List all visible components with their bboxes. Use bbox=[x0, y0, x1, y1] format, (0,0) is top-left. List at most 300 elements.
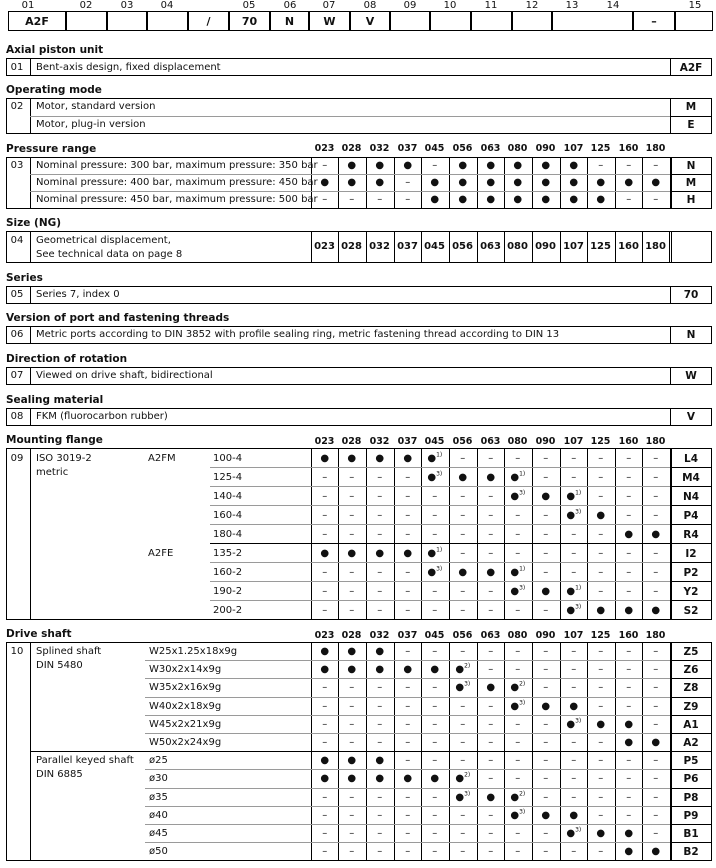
availability-cell: ● bbox=[430, 773, 440, 784]
availability-cell: – bbox=[405, 194, 411, 205]
availability-cell: – bbox=[598, 472, 604, 483]
shaft-col-063: 063 bbox=[480, 630, 501, 641]
available-dot-icon: ● bbox=[455, 792, 465, 803]
shaft-col-045: 045 bbox=[424, 630, 445, 641]
availability-cell: ● bbox=[651, 605, 661, 616]
availability-cell: – bbox=[432, 846, 438, 857]
rule bbox=[670, 788, 712, 789]
shaft-col-023: 023 bbox=[314, 630, 335, 641]
footnote-mark: 3) bbox=[519, 584, 526, 592]
pressure-col-090: 090 bbox=[535, 143, 556, 154]
section-title-ports: Version of port and fastening threads bbox=[6, 312, 230, 324]
code-slot-5: 70 bbox=[229, 11, 270, 31]
availability-cell: – bbox=[515, 453, 521, 464]
section-title-flange: Mounting flange bbox=[6, 434, 103, 446]
rule bbox=[670, 467, 712, 468]
availability-cell: – bbox=[653, 664, 659, 675]
flange-standard: ISO 3019-2 bbox=[36, 453, 92, 464]
available-dot-icon: ● bbox=[566, 586, 576, 597]
availability-cell: – bbox=[460, 719, 466, 730]
availability-cell bbox=[449, 773, 477, 785]
availability-cell: ● bbox=[403, 453, 413, 464]
rule bbox=[210, 524, 670, 525]
availability-cell: ● bbox=[430, 664, 440, 675]
code-slot-10 bbox=[430, 11, 471, 31]
availability-cell: ● bbox=[541, 701, 551, 712]
availability-cell: – bbox=[377, 194, 383, 205]
availability-cell: – bbox=[377, 737, 383, 748]
availability-cell: ● bbox=[430, 177, 440, 188]
availability-cell: – bbox=[322, 567, 328, 578]
availability-cell: – bbox=[432, 828, 438, 839]
rule bbox=[670, 769, 712, 770]
availability-cell: – bbox=[377, 472, 383, 483]
availability-cell: – bbox=[515, 773, 521, 784]
availability-cell: – bbox=[377, 605, 383, 616]
rule bbox=[145, 678, 670, 679]
flange-col-037: 037 bbox=[397, 436, 418, 447]
flange-col-180: 180 bbox=[645, 436, 666, 447]
available-dot-icon: ● bbox=[510, 567, 520, 578]
availability-cell: – bbox=[653, 453, 659, 464]
availability-cell: – bbox=[653, 755, 659, 766]
flange-label: 200-2 bbox=[213, 605, 243, 616]
availability-cell: – bbox=[571, 453, 577, 464]
availability-cell: – bbox=[349, 567, 355, 578]
availability-cell: ● bbox=[403, 160, 413, 171]
pressure-text: Nominal pressure: 400 bar, maximum pressure: 450 bar bbox=[36, 177, 318, 188]
series-code: 70 bbox=[683, 289, 699, 301]
availability-cell: ● bbox=[513, 194, 523, 205]
shaft-col-032: 032 bbox=[369, 630, 390, 641]
availability-cell: ● bbox=[541, 586, 551, 597]
pressure-col-045: 045 bbox=[424, 143, 445, 154]
ports-code: N bbox=[686, 329, 696, 341]
footnote-mark: 3) bbox=[575, 826, 582, 834]
availability-cell: ● bbox=[320, 177, 330, 188]
availability-cell: – bbox=[322, 828, 328, 839]
availability-cell: ● bbox=[596, 510, 606, 521]
shaft-label: W25x1.25x18x9g bbox=[149, 646, 238, 657]
availability-cell: – bbox=[322, 472, 328, 483]
availability-cell: – bbox=[322, 682, 328, 693]
rule bbox=[210, 543, 670, 544]
availability-cell: – bbox=[322, 529, 328, 540]
row-num: 10 bbox=[10, 646, 24, 657]
availability-cell bbox=[504, 472, 532, 484]
available-dot-icon: ● bbox=[427, 453, 437, 464]
availability-cell: ● bbox=[486, 567, 496, 578]
availability-cell: – bbox=[598, 567, 604, 578]
availability-cell: – bbox=[626, 491, 632, 502]
availability-cell: ● bbox=[458, 177, 468, 188]
code-a2: A2 bbox=[683, 737, 699, 749]
row-num: 06 bbox=[10, 329, 24, 340]
footnote-mark: 1) bbox=[519, 565, 526, 573]
availability-cell bbox=[560, 491, 588, 503]
flange-col-023: 023 bbox=[314, 436, 335, 447]
availability-cell: – bbox=[432, 160, 438, 171]
rule bbox=[145, 733, 670, 734]
footnote-mark: 3) bbox=[464, 790, 471, 798]
availability-cell: – bbox=[543, 548, 549, 559]
rule bbox=[30, 116, 670, 117]
availability-cell bbox=[449, 682, 477, 694]
rule bbox=[145, 824, 670, 825]
availability-cell: ● bbox=[513, 177, 523, 188]
footnote-mark: 3) bbox=[575, 508, 582, 516]
group-a2fe: A2FE bbox=[148, 548, 174, 559]
section-title-sealing: Sealing material bbox=[6, 394, 104, 406]
footnote-mark: 1) bbox=[436, 451, 443, 459]
availability-cell: – bbox=[598, 737, 604, 748]
availability-cell: – bbox=[598, 529, 604, 540]
available-dot-icon: ● bbox=[566, 510, 576, 521]
footnote-mark: 1) bbox=[436, 546, 443, 554]
flange-col-056: 056 bbox=[452, 436, 473, 447]
pressure-col-063: 063 bbox=[480, 143, 501, 154]
rotation-code: W bbox=[685, 370, 697, 382]
availability-cell: – bbox=[571, 529, 577, 540]
availability-cell: ● bbox=[624, 177, 634, 188]
shaft-splined-std: DIN 5480 bbox=[36, 660, 83, 671]
axial-text: Bent-axis design, fixed displacement bbox=[36, 62, 221, 73]
shaft-col-028: 028 bbox=[341, 630, 362, 641]
code-b2: B2 bbox=[683, 846, 699, 858]
availability-cell: – bbox=[543, 792, 549, 803]
availability-cell: – bbox=[405, 701, 411, 712]
availability-cell: ● bbox=[320, 646, 330, 657]
availability-cell: ● bbox=[458, 567, 468, 578]
flange-col-125: 125 bbox=[590, 436, 611, 447]
availability-cell: – bbox=[460, 701, 466, 712]
availability-cell: – bbox=[488, 846, 494, 857]
shaft-label: ø35 bbox=[149, 792, 168, 803]
code-m4: M4 bbox=[682, 472, 700, 484]
series-text: Series 7, index 0 bbox=[36, 289, 120, 300]
availability-cell: – bbox=[571, 472, 577, 483]
footnote-mark: 3) bbox=[519, 699, 526, 707]
availability-cell: – bbox=[653, 792, 659, 803]
pressure-col-032: 032 bbox=[369, 143, 390, 154]
code-s2: S2 bbox=[683, 605, 699, 617]
column-rule bbox=[671, 231, 672, 263]
flange-label: 140-4 bbox=[213, 491, 243, 502]
availability-cell: – bbox=[432, 810, 438, 821]
availability-cell: – bbox=[598, 160, 604, 171]
availability-cell: – bbox=[460, 646, 466, 657]
availability-cell: – bbox=[488, 510, 494, 521]
availability-cell: – bbox=[653, 701, 659, 712]
size-023: 023 bbox=[314, 241, 335, 252]
availability-cell: – bbox=[432, 586, 438, 597]
row-num: 07 bbox=[10, 370, 24, 381]
availability-cell bbox=[560, 510, 588, 522]
pressure-col-180: 180 bbox=[645, 143, 666, 154]
pressure-col-056: 056 bbox=[452, 143, 473, 154]
availability-cell: – bbox=[349, 529, 355, 540]
availability-cell bbox=[560, 719, 588, 731]
availability-cell: – bbox=[543, 846, 549, 857]
size-180: 180 bbox=[645, 241, 666, 252]
availability-cell: – bbox=[598, 755, 604, 766]
availability-cell: – bbox=[349, 737, 355, 748]
code-p4: P4 bbox=[683, 510, 699, 522]
availability-cell: – bbox=[405, 846, 411, 857]
rule bbox=[145, 769, 670, 770]
availability-cell bbox=[560, 586, 588, 598]
shaft-label: W40x2x18x9g bbox=[149, 701, 222, 712]
code-a1: A1 bbox=[683, 719, 699, 731]
ports-text: Metric ports according to DIN 3852 with profile sealing ring, metric fastening thread according to DIN 13 bbox=[36, 329, 560, 340]
code-p5: P5 bbox=[683, 755, 699, 767]
availability-cell: – bbox=[460, 586, 466, 597]
availability-cell: – bbox=[571, 792, 577, 803]
availability-cell: – bbox=[405, 605, 411, 616]
availability-cell: – bbox=[626, 682, 632, 693]
availability-cell: ● bbox=[541, 160, 551, 171]
code-slot-12 bbox=[512, 11, 552, 31]
shaft-label: ø40 bbox=[149, 810, 168, 821]
availability-cell: ● bbox=[375, 453, 385, 464]
availability-cell: – bbox=[543, 529, 549, 540]
availability-cell: – bbox=[653, 510, 659, 521]
availability-cell: – bbox=[405, 719, 411, 730]
availability-cell: ● bbox=[596, 828, 606, 839]
position-09: 09 bbox=[403, 0, 417, 11]
rule bbox=[145, 660, 670, 661]
rule bbox=[210, 467, 670, 468]
code-slot-8: V bbox=[350, 11, 390, 31]
position-03: 03 bbox=[120, 0, 134, 11]
code-slot-4: / bbox=[188, 11, 229, 31]
availability-cell: – bbox=[432, 701, 438, 712]
availability-cell: ● bbox=[347, 453, 357, 464]
row-num: 05 bbox=[10, 289, 24, 300]
footnote-mark: 1) bbox=[519, 470, 526, 478]
availability-cell: – bbox=[432, 529, 438, 540]
availability-cell: ● bbox=[624, 719, 634, 730]
availability-cell bbox=[449, 664, 477, 676]
footnote-mark: 1) bbox=[575, 489, 582, 497]
sealing-text: FKM (fluorocarbon rubber) bbox=[36, 411, 168, 422]
footnote-mark: 3) bbox=[436, 470, 443, 478]
available-dot-icon: ● bbox=[566, 605, 576, 616]
shaft-label: ø30 bbox=[149, 773, 168, 784]
size-160: 160 bbox=[618, 241, 639, 252]
availability-cell: – bbox=[460, 548, 466, 559]
availability-cell: – bbox=[598, 701, 604, 712]
rule bbox=[145, 842, 670, 843]
flange-col-032: 032 bbox=[369, 436, 390, 447]
code-b1: B1 bbox=[683, 828, 699, 840]
availability-cell: – bbox=[322, 810, 328, 821]
availability-cell: – bbox=[626, 194, 632, 205]
availability-cell: – bbox=[653, 567, 659, 578]
availability-cell: ● bbox=[624, 737, 634, 748]
size-text-2: See technical data on page 8 bbox=[36, 249, 183, 260]
available-dot-icon: ● bbox=[566, 828, 576, 839]
availability-cell: – bbox=[349, 194, 355, 205]
availability-cell: ● bbox=[541, 491, 551, 502]
rule bbox=[670, 543, 712, 544]
availability-cell: – bbox=[349, 792, 355, 803]
availability-cell: ● bbox=[624, 846, 634, 857]
availability-cell: – bbox=[488, 664, 494, 675]
rule bbox=[670, 562, 712, 563]
availability-cell: – bbox=[626, 510, 632, 521]
available-dot-icon: ● bbox=[566, 491, 576, 502]
shaft-col-125: 125 bbox=[590, 630, 611, 641]
available-dot-icon: ● bbox=[510, 682, 520, 693]
flange-col-090: 090 bbox=[535, 436, 556, 447]
availability-cell: – bbox=[432, 755, 438, 766]
availability-cell: – bbox=[432, 719, 438, 730]
availability-cell: ● bbox=[347, 646, 357, 657]
availability-cell: – bbox=[460, 605, 466, 616]
availability-cell: – bbox=[405, 792, 411, 803]
availability-cell: – bbox=[460, 755, 466, 766]
availability-cell: – bbox=[653, 719, 659, 730]
rule bbox=[670, 715, 712, 716]
position-02: 02 bbox=[79, 0, 93, 11]
availability-cell: – bbox=[432, 792, 438, 803]
sealing-code: V bbox=[686, 411, 696, 423]
availability-cell: – bbox=[598, 810, 604, 821]
shaft-col-180: 180 bbox=[645, 630, 666, 641]
pressure-text: Nominal pressure: 450 bar, maximum pressure: 500 bar bbox=[36, 194, 318, 205]
availability-cell: – bbox=[543, 664, 549, 675]
availability-cell: – bbox=[571, 773, 577, 784]
availability-cell: – bbox=[571, 664, 577, 675]
rule bbox=[30, 448, 31, 620]
code-z5: Z5 bbox=[683, 646, 699, 658]
availability-cell: – bbox=[377, 810, 383, 821]
availability-cell: – bbox=[626, 160, 632, 171]
rule bbox=[145, 697, 670, 698]
flange-standard-unit: metric bbox=[36, 467, 69, 478]
availability-cell: – bbox=[515, 605, 521, 616]
size-080: 080 bbox=[507, 241, 528, 252]
flange-label: 190-2 bbox=[213, 586, 243, 597]
rule bbox=[670, 660, 712, 661]
availability-cell: – bbox=[543, 682, 549, 693]
availability-cell: – bbox=[598, 773, 604, 784]
availability-cell: ● bbox=[569, 810, 579, 821]
availability-cell: – bbox=[322, 194, 328, 205]
availability-cell: – bbox=[377, 491, 383, 502]
availability-cell: – bbox=[626, 810, 632, 821]
rule bbox=[670, 733, 712, 734]
availability-cell: – bbox=[626, 701, 632, 712]
code-slot-0: A2F bbox=[8, 11, 66, 31]
position-13: 13 bbox=[565, 0, 579, 11]
availability-cell bbox=[560, 605, 588, 617]
availability-cell: – bbox=[543, 605, 549, 616]
availability-cell: – bbox=[626, 453, 632, 464]
availability-cell: – bbox=[322, 160, 328, 171]
availability-cell: – bbox=[349, 472, 355, 483]
flange-label: 125-4 bbox=[213, 472, 243, 483]
size-107: 107 bbox=[563, 241, 584, 252]
availability-cell: – bbox=[349, 828, 355, 839]
footnote-mark: 2) bbox=[519, 680, 526, 688]
availability-cell: – bbox=[349, 810, 355, 821]
flange-label: 160-2 bbox=[213, 567, 243, 578]
position-07: 07 bbox=[322, 0, 336, 11]
flange-label: 135-2 bbox=[213, 548, 243, 559]
rule bbox=[670, 697, 712, 698]
footnote-mark: 3) bbox=[519, 489, 526, 497]
availability-cell: ● bbox=[486, 160, 496, 171]
section-title-series: Series bbox=[6, 272, 43, 284]
availability-cell: – bbox=[488, 719, 494, 730]
availability-cell: – bbox=[515, 664, 521, 675]
availability-cell: ● bbox=[486, 472, 496, 483]
footnote-mark: 3) bbox=[436, 565, 443, 573]
availability-cell: ● bbox=[458, 160, 468, 171]
availability-cell: – bbox=[349, 682, 355, 693]
availability-cell: ● bbox=[486, 194, 496, 205]
availability-cell: – bbox=[488, 586, 494, 597]
position-10: 10 bbox=[443, 0, 457, 11]
rule bbox=[210, 600, 670, 601]
code-i2: I2 bbox=[685, 548, 697, 560]
availability-cell: – bbox=[653, 586, 659, 597]
availability-cell: – bbox=[377, 682, 383, 693]
availability-cell: – bbox=[571, 755, 577, 766]
shaft-parallel-std: DIN 6885 bbox=[36, 769, 83, 780]
row-num: 02 bbox=[10, 101, 24, 112]
availability-cell: ● bbox=[569, 701, 579, 712]
availability-cell: – bbox=[515, 529, 521, 540]
availability-cell: ● bbox=[541, 194, 551, 205]
section-title-rotation: Direction of rotation bbox=[6, 353, 128, 365]
availability-cell: ● bbox=[624, 529, 634, 540]
availability-cell: – bbox=[571, 567, 577, 578]
position-05: 05 bbox=[242, 0, 256, 11]
code-m: M bbox=[685, 177, 697, 189]
availability-cell: ● bbox=[569, 177, 579, 188]
code-slot-15 bbox=[675, 11, 713, 31]
availability-cell: – bbox=[322, 719, 328, 730]
available-dot-icon: ● bbox=[510, 701, 520, 712]
availability-cell bbox=[421, 472, 449, 484]
shaft-label: ø50 bbox=[149, 846, 168, 857]
shaft-label: W45x2x21x9g bbox=[149, 719, 222, 730]
shaft-label: ø45 bbox=[149, 828, 168, 839]
availability-cell: ● bbox=[375, 755, 385, 766]
code-slot-2 bbox=[107, 11, 147, 31]
availability-cell: ● bbox=[403, 548, 413, 559]
code-slot-14: – bbox=[633, 11, 675, 31]
availability-cell: – bbox=[653, 548, 659, 559]
availability-cell: – bbox=[543, 567, 549, 578]
rule bbox=[210, 562, 670, 563]
availability-cell: – bbox=[405, 646, 411, 657]
availability-cell: – bbox=[405, 828, 411, 839]
flange-label: 180-4 bbox=[213, 529, 243, 540]
availability-cell: – bbox=[349, 701, 355, 712]
rule bbox=[30, 191, 670, 192]
size-056: 056 bbox=[452, 241, 473, 252]
footnote-mark: 3) bbox=[519, 808, 526, 816]
availability-cell: ● bbox=[320, 773, 330, 784]
position-01: 01 bbox=[21, 0, 35, 11]
rule bbox=[670, 751, 712, 752]
code-y2: Y2 bbox=[683, 586, 699, 598]
availability-cell: – bbox=[377, 567, 383, 578]
